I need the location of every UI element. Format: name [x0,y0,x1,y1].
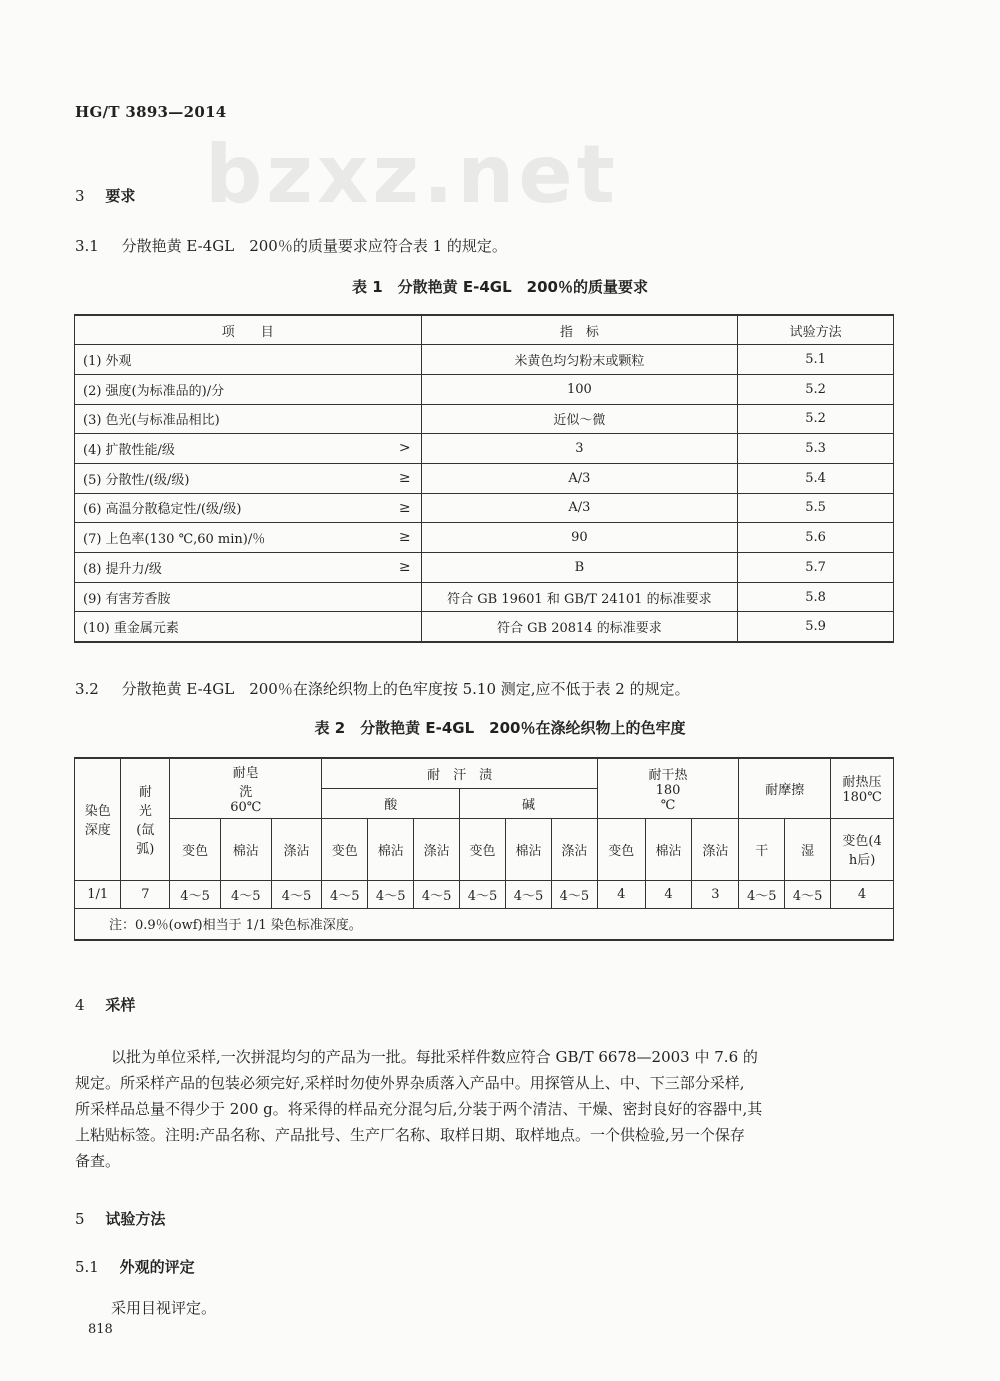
spec-cell: A/3 [421,463,738,493]
table-2-caption: 表 2 分散艳黄 E-4GL 200％在涤纶织物上的色牢度 [314,719,686,737]
header-method: 试验方法 [738,315,894,345]
paragraph-line: 所采样品总量不得少于 200 g。将采得的样品充分混匀后,分装于两个清洁、干燥、密封良好的容器中,其 [75,1100,763,1118]
item-cell [75,582,422,612]
clause-5-1-heading [75,1256,195,1277]
spec-cell: B [421,553,738,583]
item-cell [75,434,422,464]
table-row [75,553,894,583]
item-text: (4) 扩散性能/级 [83,443,175,459]
header-alkali: 碱 [460,788,598,818]
header-dry-heat: 耐干热 180 ℃ [597,758,738,818]
section-5-heading [75,1208,165,1229]
sub-header: 变色 [170,818,221,880]
sub-header: 湿 [785,818,831,880]
header-hot-pressing: 耐热压 180℃ [831,758,894,818]
item-text: (2) 强度(为标准品的)/分 [83,383,225,399]
item-cell [75,463,422,493]
clause-5-1-text: 采用目视评定。 [111,1299,217,1317]
clause-text: 分散艳黄 E-4GL 200％的质量要求应符合表 1 的规定。 [121,237,507,255]
sub-header: 棉沾 [368,818,414,880]
method-cell: 5.6 [738,523,894,553]
paragraph-line: 规定。所采样产品的包装必须完好,采样时勿使外界杂质落入产品中。用探管从上、中、下三部分采样, [75,1074,745,1092]
value-cell: 1/1 [75,880,121,908]
method-cell: 5.2 [738,374,894,404]
section-number: 4 [75,996,85,1014]
header-item: 项 目 [75,315,422,345]
value-cell: 4～5 [170,880,221,908]
comparison-symbol: > [398,440,411,457]
item-cell [75,493,422,523]
value-cell: 4～5 [506,880,552,908]
sub-header: 涤沾 [414,818,460,880]
watermark: bzxz.net [205,128,619,221]
item-text: (5) 分散性/(级/级) [83,472,190,488]
section-3-heading [75,185,135,206]
section-title: 试验方法 [105,1210,166,1228]
comparison-symbol: ≥ [398,529,411,546]
item-cell [75,345,422,375]
header-spec: 指 标 [421,315,738,345]
clause-text: 分散艳黄 E-4GL 200％在涤纶织物上的色牢度按 5.10 测定,应不低于表 2 的规定。 [121,680,690,698]
comparison-symbol: ≥ [398,559,411,575]
table-header-row [75,315,894,345]
sub-header: 棉沾 [645,818,692,880]
sampling-paragraph [75,1044,905,1174]
spec-cell: 90 [421,523,738,553]
header-soaping: 耐皂洗 60℃ [170,758,322,818]
sub-header: 变色 [460,818,506,880]
section-title: 要求 [105,187,136,205]
value-cell: 4 [831,880,894,908]
quality-requirements-table [74,314,894,643]
value-cell: 7 [121,880,170,908]
method-cell: 5.9 [738,612,894,642]
table-note-row [75,908,894,940]
clause-title: 外观的评定 [119,1258,195,1276]
item-text: (8) 提升力/级 [83,561,162,577]
paragraph-line: 备查。 [75,1152,121,1170]
sub-header: 变色(4 h后) [831,818,894,880]
comparison-symbol: ≥ [398,499,411,516]
value-cell: 3 [692,880,739,908]
item-text: (10) 重金属元素 [83,620,179,636]
table-row [75,612,894,642]
item-cell [75,523,422,553]
value-cell: 4～5 [322,880,368,908]
method-cell: 5.7 [738,553,894,583]
spec-cell: 符合 GB 19601 和 GB/T 24101 的标准要求 [421,582,738,612]
clause-number: 3.2 [75,680,99,698]
spec-cell: 3 [421,434,738,464]
paragraph-line: 以批为单位采样,一次拼混均匀的产品为一批。每批采样件数应符合 GB/T 6678—2003 中 7.6 的 [111,1048,758,1066]
section-number: 3 [75,187,85,205]
clause-number: 5.1 [75,1258,99,1276]
value-cell: 4 [597,880,645,908]
clause-3-2 [75,678,690,699]
header-depth: 染色深度 [75,758,121,880]
sub-header: 涤沾 [692,818,739,880]
sub-header: 干 [739,818,785,880]
clause-3-1 [75,235,507,256]
value-cell: 4～5 [414,880,460,908]
paragraph-line: 上粘贴标签。注明:产品名称、产品批号、生产厂名称、取样日期、取样地点。一个供检验,另一个保存 [75,1126,745,1144]
table-row [75,493,894,523]
value-cell: 4～5 [460,880,506,908]
item-text: (9) 有害芳香胺 [83,591,171,607]
spec-cell: 米黄色均匀粉末或颗粒 [421,345,738,375]
method-cell: 5.3 [738,434,894,464]
header-row-3 [75,818,894,880]
standard-number: HG/T 3893—2014 [75,103,227,121]
spec-cell: 近似～微 [421,404,738,434]
table-row [75,880,894,908]
header-light: 耐光(氙弧) [121,758,170,880]
sub-header: 涤沾 [271,818,322,880]
value-cell: 4 [645,880,692,908]
item-cell [75,374,422,404]
header-row-1 [75,758,894,788]
comparison-symbol: ≥ [398,469,411,486]
table-1-caption: 表 1 分散艳黄 E-4GL 200％的质量要求 [352,278,648,296]
table-row [75,404,894,434]
color-fastness-table [74,757,894,941]
section-4-heading [75,994,135,1015]
sub-header: 变色 [322,818,368,880]
method-cell: 5.8 [738,582,894,612]
spec-cell: 100 [421,374,738,404]
sub-header: 涤沾 [551,818,597,880]
sub-header: 变色 [597,818,645,880]
item-text: (7) 上色率(130 ℃,60 min)/％ [83,532,266,548]
item-cell [75,553,422,583]
method-cell: 5.2 [738,404,894,434]
header-rubbing: 耐摩擦 [739,758,831,818]
table-note: 注：0.9％(owf)相当于 1/1 染色标准深度。 [75,908,894,940]
value-cell: 4～5 [271,880,322,908]
item-cell [75,404,422,434]
method-cell: 5.1 [738,345,894,375]
header-acid: 酸 [322,788,460,818]
item-text: (1) 外观 [83,354,132,370]
table-row [75,345,894,375]
method-cell: 5.5 [738,493,894,523]
section-title: 采样 [105,996,136,1014]
table-row [75,374,894,404]
spec-cell: 符合 GB 20814 的标准要求 [421,612,738,642]
table-row [75,463,894,493]
clause-number: 3.1 [75,237,99,255]
table-row [75,434,894,464]
spec-cell: A/3 [421,493,738,523]
method-cell: 5.4 [738,463,894,493]
item-text: (3) 色光(与标准品相比) [83,413,220,429]
table-row [75,523,894,553]
value-cell: 4～5 [785,880,831,908]
item-text: (6) 高温分散稳定性/(级/级) [83,502,242,518]
sub-header: 棉沾 [506,818,552,880]
value-cell: 4～5 [739,880,785,908]
header-perspiration: 耐 汗 渍 [322,758,598,788]
section-number: 5 [75,1210,85,1228]
value-cell: 4～5 [551,880,597,908]
value-cell: 4～5 [368,880,414,908]
value-cell: 4～5 [220,880,271,908]
item-cell [75,612,422,642]
page-number: 818 [88,1322,113,1337]
table-row [75,582,894,612]
sub-header: 棉沾 [220,818,271,880]
